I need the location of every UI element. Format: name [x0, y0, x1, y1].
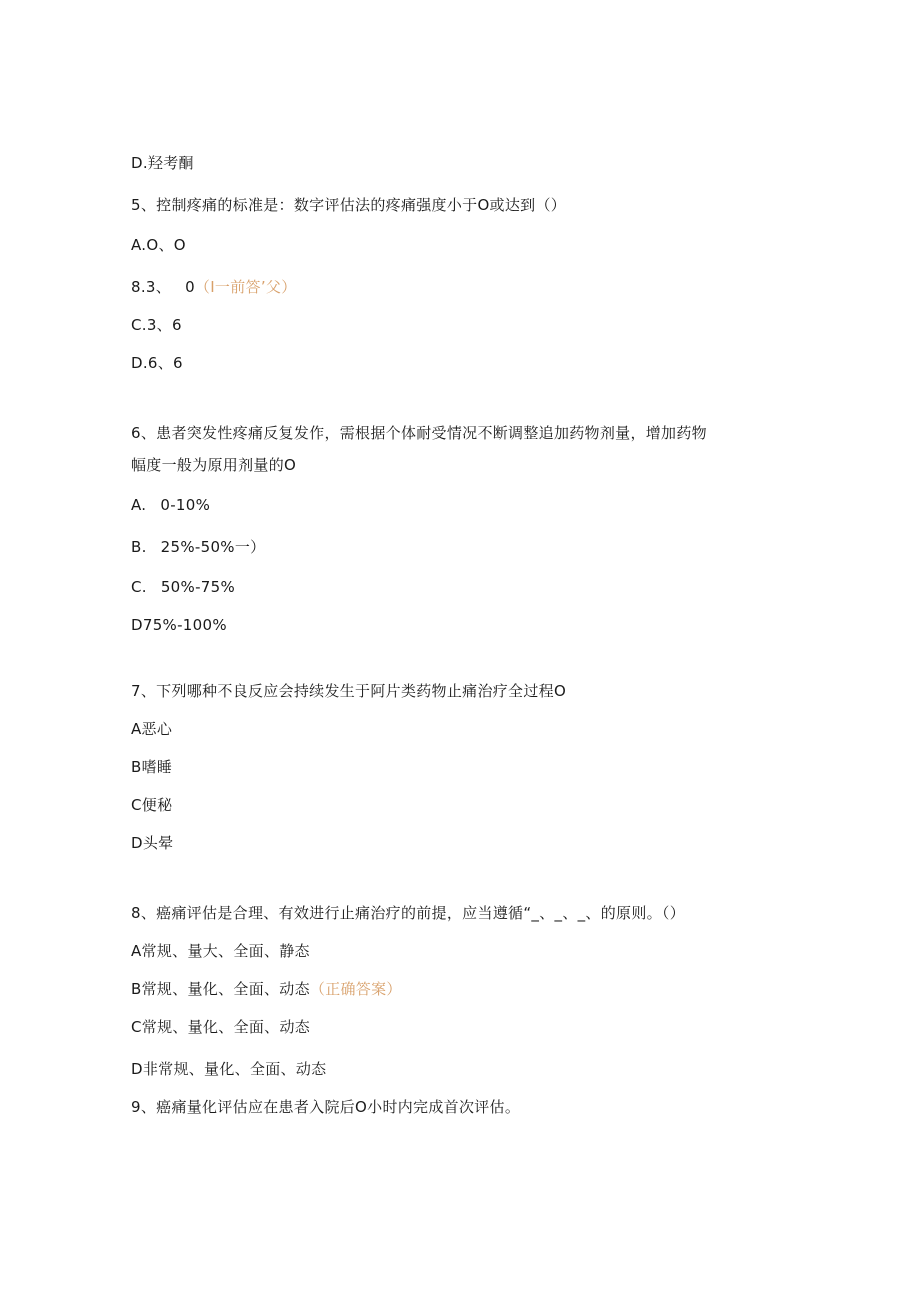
- q5-option-b-value: 0: [185, 278, 195, 296]
- q5-option-b-text: 8.3、: [131, 278, 172, 296]
- q7-option-d: D头晕: [131, 834, 174, 852]
- q6-option-d: D75%-100%: [131, 616, 227, 634]
- q9-question: 9、癌痛量化评估应在患者入院后O小时内完成首次评估。: [131, 1098, 521, 1116]
- q8-option-b: [131, 979, 402, 999]
- q7-option-a: A恶心: [131, 720, 173, 738]
- q6-question-line2: 幅度一般为原用剂量的O: [131, 456, 297, 474]
- q4-option-d: D.羟考酮: [131, 154, 194, 172]
- q5-option-d: D.6、6: [131, 354, 183, 372]
- q6-option-b: [131, 537, 265, 557]
- q8-option-b-text: B常规、量化、全面、动态: [131, 980, 310, 998]
- q6-option-b-text: 25%-50%一）: [160, 538, 266, 556]
- q6-option-c-text: 50%-75%: [160, 578, 236, 596]
- q6-option-c-label: C.: [131, 578, 147, 596]
- q8-option-d: D非常规、量化、全面、动态: [131, 1060, 327, 1078]
- q5-answer-mark: （I一前答’父）: [194, 278, 297, 296]
- q7-option-b: B嗜睡: [131, 758, 173, 776]
- q7-question: 7、下列哪种不良反应会持续发生于阿片类药物止痛治疗全过程O: [131, 682, 567, 700]
- q5-question: 5、控制疼痛的标准是：数字评估法的疼痛强度小于O或达到（）: [131, 196, 567, 214]
- q5-option-b: [131, 277, 297, 297]
- q6-option-b-label: B.: [131, 538, 147, 556]
- q6-option-a: [131, 495, 210, 515]
- q6-option-a-text: 0-10%: [160, 496, 211, 514]
- q7-option-c: C便秘: [131, 796, 173, 814]
- q6-question-line1: 6、患者突发性疼痛反复发作，需根据个体耐受情况不断调整追加药物剂量，增加药物: [131, 424, 707, 442]
- q8-question: 8、癌痛评估是合理、有效进行止痛治疗的前提，应当遵循“_、_、_、的原则。（）: [131, 904, 686, 922]
- q5-option-c: C.3、6: [131, 316, 182, 334]
- q6-option-a-label: A.: [131, 496, 147, 514]
- q8-option-c: C常规、量化、全面、动态: [131, 1018, 311, 1036]
- q8-answer-mark: （正确答案）: [309, 980, 402, 998]
- q6-option-c: [131, 577, 235, 597]
- q8-option-a: A常规、量大、全面、静态: [131, 942, 310, 960]
- q5-option-a: A.O、O: [131, 236, 186, 254]
